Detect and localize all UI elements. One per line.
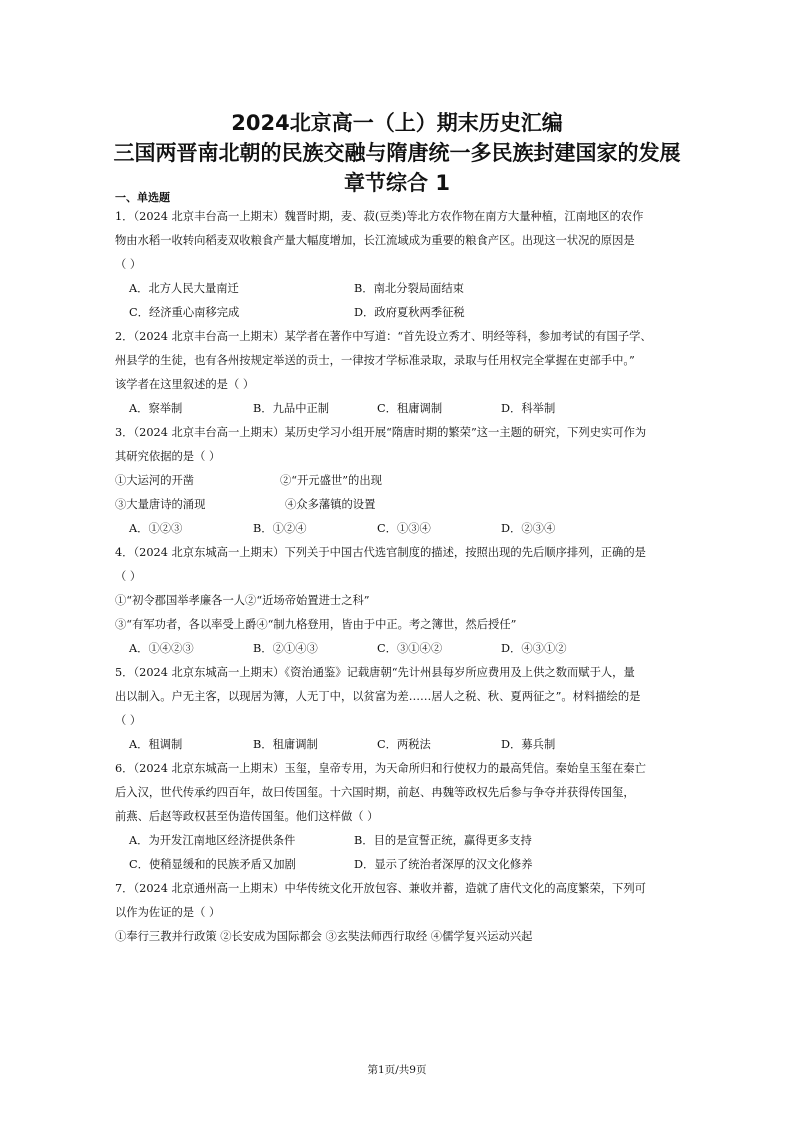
question-text-line: 后入汉，世代传承约四百年，故曰传国玺。十六国时期，前赵、冉魏等政权先后参与争夺并获得传国玺， — [115, 786, 635, 799]
section-heading: 一、单选题 — [115, 191, 170, 204]
question-text-line: 1．（2024 北京丰台高一上期末）魏晋时期，麦、菽(豆类)等北方农作物在南方大量种植，江南地区的农作 — [115, 210, 644, 223]
question-text-line: 出以制入。户无主客，以现居为簿，人无丁中，以贫富为差……居人之税、秋、夏两征之”。材料描绘的是 — [115, 690, 641, 703]
question-4 — [115, 541, 690, 661]
question-text-line: （ ） — [115, 258, 142, 271]
question-text-line: 前燕、后赵等政权甚至伪造传国玺。他们这样做（ ） — [115, 810, 379, 823]
option-c: C．使稍显缓和的民族矛盾又加剧 — [129, 858, 296, 871]
statement-row — [115, 469, 690, 493]
title-line-1: 2024北京高一（上）期末历史汇编 — [231, 111, 563, 135]
question-text-line: 5．（2024 北京东城高一上期末）《资治通鉴》记载唐朝“先计州县每岁所应费用及上供之数而赋于人，量 — [115, 666, 635, 679]
statement-3: ③大量唐诗的涌现 — [115, 498, 206, 511]
option-d: D．政府夏秋两季征税 — [354, 306, 465, 319]
question-text-line: 6．（2024 北京东城高一上期末）玉玺，皇帝专用，为天命所归和行使权力的最高凭信。秦始皇玉玺在秦亡 — [115, 762, 646, 775]
statement-line: ①“初令郡国举孝廉各一人②“近场帝始置进士之科” — [115, 594, 370, 607]
option-row — [115, 517, 690, 541]
option-a: A．①④②③ — [129, 642, 194, 655]
option-d: D．④③①② — [501, 642, 567, 655]
statement-line: ③“有军功者，各以率受上爵④“制九格登用，皆由于中正。考之簿世，然后授任” — [115, 618, 517, 631]
question-7 — [115, 877, 690, 949]
statement-row — [115, 493, 690, 517]
option-d: D．②③④ — [501, 522, 556, 535]
question-text-line: 以作为佐证的是（ ） — [115, 906, 221, 919]
question-text-line: 物由水稻一收转向稻麦双收粮食产量大幅度增加，长江流域成为重要的粮食产区。出现这一状况的原因是 — [115, 234, 635, 247]
option-b: B．②①④③ — [253, 642, 318, 655]
option-b: B．①②④ — [253, 522, 307, 535]
option-c: C．③①④② — [377, 642, 443, 655]
option-row — [115, 397, 690, 421]
question-text-line: （ ） — [115, 570, 142, 583]
question-5 — [115, 661, 690, 757]
statement-line: ①奉行三教并行政策 ②长安成为国际都会 ③玄奘法师西行取经 ④儒学复兴运动兴起 — [115, 930, 533, 943]
question-6 — [115, 757, 690, 877]
statement-4: ④众多藩镇的设置 — [285, 498, 376, 511]
statement-2: ②“开元盛世”的出现 — [280, 474, 382, 487]
option-d: D．显示了统治者深厚的汉文化修养 — [354, 858, 533, 871]
option-b: B．南北分裂局面结束 — [354, 282, 464, 295]
option-row — [115, 301, 690, 325]
title-line-3: 章节综合 1 — [344, 171, 450, 195]
option-b: B．租庸调制 — [253, 738, 318, 751]
option-a: A．察举制 — [129, 402, 183, 415]
option-a: A．为开发江南地区经济提供条件 — [129, 834, 296, 847]
option-b: B．九品中正制 — [253, 402, 330, 415]
option-row — [115, 829, 690, 853]
question-text-line: 3．（2024 北京丰台高一上期末）某历史学习小组开展“隋唐时期的繁荣”这一主题的研究，下列史实可作为 — [115, 426, 647, 439]
question-text-line: 2．（2024 北京丰台高一上期末）某学者在著作中写道：“首先设立秀才、明经等科，参加考试的有国子学、 — [115, 330, 652, 343]
option-c: C．租庸调制 — [377, 402, 443, 415]
question-text-line: 4．（2024 北京东城高一上期末）下列关于中国古代选官制度的描述，按照出现的先后顺序排列，正确的是 — [115, 546, 646, 559]
option-a: A．租调制 — [129, 738, 183, 751]
question-text-line: （ ） — [115, 714, 142, 727]
option-row — [115, 277, 690, 301]
question-text-line: 7．（2024 北京通州高一上期末）中华传统文化开放包容、兼收并蓄，造就了唐代文化的高度繁荣，下列可 — [115, 882, 646, 895]
question-2 — [115, 325, 690, 421]
option-d: D．科举制 — [501, 402, 556, 415]
statement-1: ①大运河的开凿 — [115, 474, 195, 487]
title-line-2: 三国两晋南北朝的民族交融与隋唐统一多民族封建国家的发展 — [113, 141, 681, 165]
option-d: D．募兵制 — [501, 738, 556, 751]
option-row — [115, 733, 690, 757]
option-a: A．北方人民大量南迁 — [129, 282, 239, 295]
option-row — [115, 637, 690, 661]
question-text-line: 其研究依据的是（ ） — [115, 450, 221, 463]
option-c: C．经济重心南移完成 — [129, 306, 240, 319]
option-b: B．目的是宣誓正统，赢得更多支持 — [354, 834, 532, 847]
page-footer: 第1页/共9页 — [367, 1064, 427, 1076]
question-list — [115, 205, 690, 949]
option-c: C．①③④ — [377, 522, 431, 535]
question-1 — [115, 205, 690, 325]
option-row — [115, 853, 690, 877]
question-text-line: 该学者在这里叙述的是（ ） — [115, 378, 255, 391]
document-title — [0, 108, 794, 198]
question-text-line: 州县学的生徒，也有各州按规定举送的贡士，一律按才学标准录取，录取与任用权完全掌握在吏部手中。” — [115, 354, 635, 367]
question-3 — [115, 421, 690, 541]
option-c: C．两税法 — [377, 738, 431, 751]
option-a: A．①②③ — [129, 522, 183, 535]
